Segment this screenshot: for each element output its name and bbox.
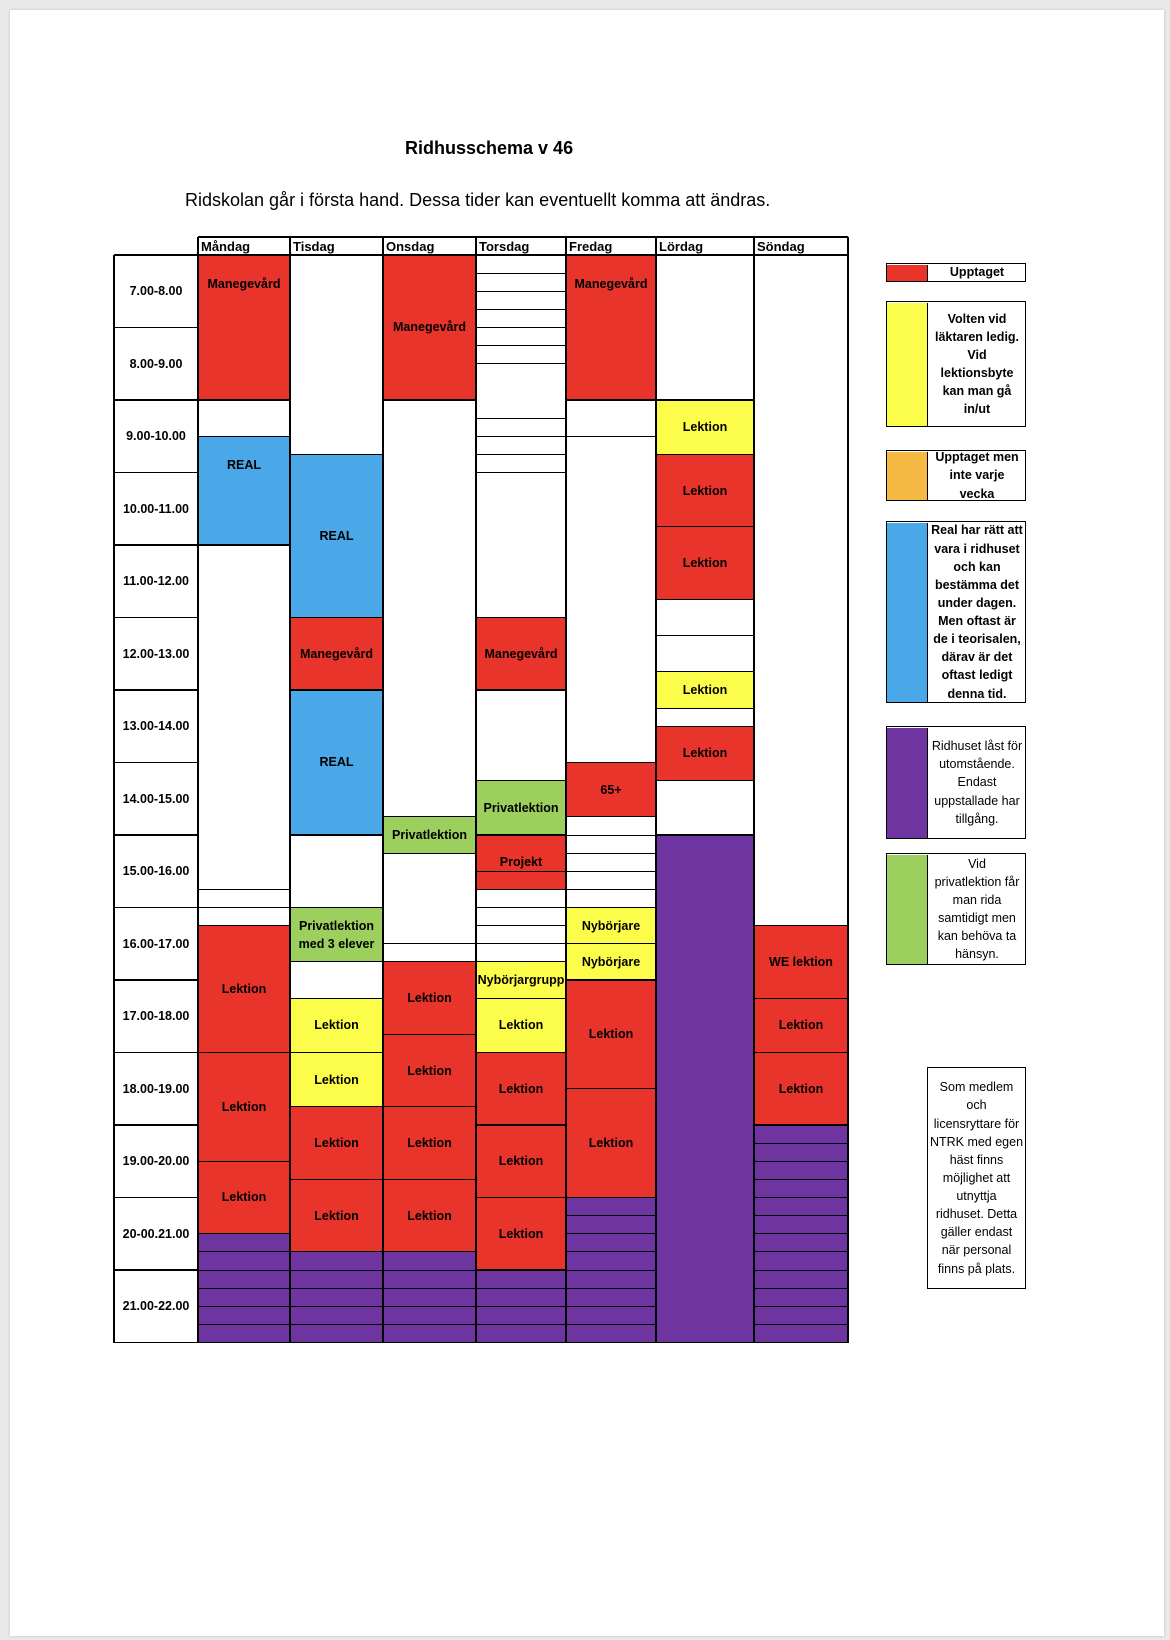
grid-line bbox=[198, 1251, 290, 1252]
grid-line bbox=[754, 1270, 848, 1271]
booking-block bbox=[290, 454, 383, 617]
booking-block bbox=[566, 1089, 656, 1198]
grid-line bbox=[476, 998, 566, 999]
booking-block bbox=[566, 980, 656, 1089]
booking-block bbox=[383, 817, 476, 853]
legend-text: Upptaget bbox=[949, 265, 1005, 280]
grid-line bbox=[114, 834, 198, 835]
grid-line bbox=[566, 1288, 656, 1289]
grid-line bbox=[656, 399, 754, 400]
time-slot-label: 8.00-9.00 bbox=[129, 356, 183, 371]
grid-line bbox=[290, 961, 383, 962]
time-slot-label: 10.00-11.00 bbox=[122, 501, 190, 516]
time-slot-label: 21.00-22.00 bbox=[122, 1299, 190, 1314]
grid-line bbox=[754, 1161, 848, 1162]
time-slot-label: 17.00-18.00 bbox=[122, 1009, 190, 1024]
booking-block bbox=[754, 1053, 848, 1126]
grid-line bbox=[476, 961, 566, 962]
grid-line bbox=[197, 237, 198, 1343]
grid-line bbox=[114, 1342, 848, 1343]
time-slot-label: 7.00-8.00 bbox=[129, 284, 183, 299]
grid-line bbox=[383, 1270, 476, 1271]
grid-line bbox=[754, 1052, 848, 1053]
grid-line bbox=[290, 1306, 383, 1307]
time-slot-label: 16.00-17.00 bbox=[122, 936, 190, 951]
legend-color-swatch bbox=[887, 452, 928, 500]
time-slot-label: 19.00-20.00 bbox=[122, 1154, 190, 1169]
grid-line bbox=[476, 1324, 566, 1325]
grid-line bbox=[383, 943, 476, 944]
day-header: Tisdag bbox=[293, 239, 335, 254]
booking-block bbox=[566, 255, 656, 400]
grid-line bbox=[198, 1324, 290, 1325]
grid-line bbox=[565, 237, 566, 1343]
grid-line bbox=[198, 1288, 290, 1289]
grid-line bbox=[754, 1306, 848, 1307]
booking-block bbox=[476, 618, 566, 691]
booking-label: Lektion bbox=[407, 991, 452, 1006]
booking-label: Privatlektion bbox=[483, 800, 559, 815]
booking-label: Manegevård bbox=[300, 646, 373, 661]
grid-line bbox=[566, 1233, 656, 1234]
time-slot-label: 20-00.21.00 bbox=[122, 1226, 190, 1241]
booking-label: Lektion bbox=[682, 556, 728, 571]
grid-line bbox=[383, 853, 476, 854]
booking-label: WE lektion bbox=[769, 954, 833, 969]
booking-block bbox=[476, 835, 566, 889]
booking-label: Lektion bbox=[221, 982, 267, 996]
time-slot-label: 18.00-19.00 bbox=[122, 1081, 190, 1096]
booking-block bbox=[198, 1161, 290, 1234]
booking-label: REAL bbox=[319, 755, 354, 770]
booking-block bbox=[566, 944, 656, 980]
grid-line bbox=[198, 889, 290, 890]
booking-label: Lektion bbox=[407, 1208, 452, 1223]
booking-block bbox=[383, 1107, 476, 1180]
grid-line bbox=[476, 472, 566, 473]
booking-block bbox=[656, 400, 754, 454]
booking-block bbox=[290, 908, 383, 962]
grid-line bbox=[656, 635, 754, 636]
grid-line bbox=[754, 1124, 848, 1125]
booking-label: Lektion bbox=[314, 1136, 359, 1151]
grid-line bbox=[198, 1161, 290, 1162]
grid-line bbox=[290, 907, 383, 908]
grid-line bbox=[566, 1270, 656, 1271]
booking-block bbox=[383, 255, 476, 400]
grid-line bbox=[383, 1288, 476, 1289]
grid-line bbox=[198, 436, 290, 437]
day-header: Onsdag bbox=[386, 239, 435, 254]
booking-label: Nybörjare bbox=[581, 918, 641, 933]
booking-label: Lektion bbox=[221, 1099, 267, 1114]
booking-label: Lektion bbox=[682, 420, 728, 435]
grid-line bbox=[198, 1270, 290, 1271]
time-slot-label: 13.00-14.00 bbox=[122, 719, 190, 734]
grid-line bbox=[383, 961, 476, 962]
grid-line bbox=[476, 1052, 566, 1053]
grid-line bbox=[383, 1324, 476, 1325]
booking-label: REAL bbox=[226, 458, 262, 473]
time-slot-label: 14.00-15.00 bbox=[122, 791, 190, 806]
booking-label: Projekt bbox=[499, 855, 543, 870]
grid-line bbox=[383, 1034, 476, 1035]
booking-block bbox=[290, 1107, 383, 1180]
legend-text: Upptaget men inte varje vecka bbox=[935, 450, 1019, 501]
grid-line bbox=[754, 998, 848, 999]
grid-line bbox=[383, 1106, 476, 1107]
booking-block bbox=[476, 1198, 566, 1271]
grid-line bbox=[476, 1197, 566, 1198]
grid-line bbox=[114, 254, 848, 255]
grid-line bbox=[114, 399, 198, 400]
locked-block bbox=[290, 1252, 383, 1343]
grid-line bbox=[656, 708, 754, 709]
grid-line bbox=[656, 671, 754, 672]
grid-line bbox=[566, 853, 656, 854]
grid-line bbox=[290, 1052, 383, 1053]
grid-line bbox=[476, 1306, 566, 1307]
booking-block bbox=[290, 998, 383, 1052]
day-header: Fredag bbox=[569, 239, 613, 254]
booking-label: Lektion bbox=[682, 682, 728, 697]
grid-line bbox=[566, 1306, 656, 1307]
grid-line bbox=[566, 889, 656, 890]
grid-line bbox=[754, 1233, 848, 1234]
grid-line bbox=[753, 237, 754, 1343]
booking-label: Nybörjare bbox=[581, 954, 641, 969]
grid-line bbox=[383, 1306, 476, 1307]
grid-line bbox=[290, 617, 383, 618]
booking-block bbox=[383, 1179, 476, 1252]
booking-block bbox=[476, 998, 566, 1052]
booking-label: Manegevård bbox=[574, 277, 648, 291]
grid-line bbox=[290, 689, 383, 690]
booking-label: Privatlektion med 3 elever bbox=[298, 918, 375, 951]
day-header: Söndag bbox=[757, 239, 805, 254]
grid-line bbox=[198, 907, 290, 908]
booking-label: Privatlektion bbox=[391, 827, 468, 842]
booking-label: REAL bbox=[319, 528, 354, 543]
booking-block bbox=[198, 1053, 290, 1162]
booking-block bbox=[290, 1053, 383, 1107]
grid-line bbox=[754, 1251, 848, 1252]
booking-block bbox=[476, 781, 566, 835]
grid-line bbox=[566, 1215, 656, 1216]
grid-line bbox=[476, 1124, 566, 1125]
booking-block bbox=[656, 527, 754, 600]
grid-line bbox=[476, 273, 566, 274]
grid-line bbox=[566, 835, 656, 836]
booking-label: Lektion bbox=[682, 483, 728, 498]
grid-line bbox=[566, 762, 656, 763]
time-slot-label: 9.00-10.00 bbox=[126, 429, 186, 444]
booking-label: Lektion bbox=[498, 1226, 544, 1241]
grid-line bbox=[566, 399, 656, 400]
grid-line bbox=[847, 237, 848, 1343]
grid-line bbox=[114, 689, 198, 690]
grid-line bbox=[383, 816, 476, 817]
schedule-page bbox=[10, 10, 1164, 1636]
grid-line bbox=[476, 925, 566, 926]
grid-line bbox=[383, 399, 476, 400]
grid-line bbox=[114, 762, 198, 763]
grid-line bbox=[566, 1088, 656, 1089]
day-header: Måndag bbox=[201, 239, 251, 254]
legend-text: Real har rätt att vara i ridhuset och kan bestämma det under dagen. Men oftast är de i teorisalen, därav är det oftast ledigt denna tid. bbox=[931, 523, 1023, 701]
booking-block bbox=[383, 962, 476, 1035]
grid-line bbox=[198, 925, 290, 926]
booking-block bbox=[290, 690, 383, 835]
grid-line bbox=[290, 998, 383, 999]
booking-block bbox=[476, 962, 566, 998]
booking-label: Lektion bbox=[314, 1072, 359, 1087]
grid-line bbox=[198, 1233, 290, 1234]
locked-block bbox=[383, 1252, 476, 1343]
page-title: Ridhusschema v 46 bbox=[405, 138, 574, 158]
grid-line bbox=[114, 544, 198, 545]
booking-block bbox=[290, 618, 383, 691]
grid-line bbox=[656, 454, 754, 455]
grid-line bbox=[476, 871, 566, 872]
grid-line bbox=[476, 889, 566, 890]
grid-line bbox=[383, 1251, 476, 1252]
grid-line bbox=[656, 726, 754, 727]
grid-line bbox=[476, 617, 566, 618]
booking-label: Lektion bbox=[314, 1018, 359, 1033]
grid-line bbox=[476, 907, 566, 908]
grid-line bbox=[566, 1324, 656, 1325]
grid-line bbox=[476, 363, 566, 364]
grid-line bbox=[290, 1251, 383, 1252]
grid-line bbox=[289, 237, 290, 1343]
grid-line bbox=[476, 418, 566, 419]
grid-line bbox=[114, 617, 198, 618]
grid-line bbox=[198, 399, 290, 400]
grid-line bbox=[290, 1106, 383, 1107]
booking-block bbox=[656, 672, 754, 708]
grid-line bbox=[290, 1324, 383, 1325]
grid-line bbox=[290, 1288, 383, 1289]
grid-line bbox=[290, 454, 383, 455]
legend-text: Ridhuset låst för utomstående. Endast uppstallade har tillgång. bbox=[931, 739, 1023, 826]
grid-line bbox=[198, 544, 290, 545]
grid-line bbox=[656, 834, 754, 835]
grid-line bbox=[382, 237, 383, 1343]
grid-line bbox=[383, 1179, 476, 1180]
grid-line bbox=[475, 237, 476, 1343]
grid-line bbox=[476, 454, 566, 455]
grid-line bbox=[566, 1197, 656, 1198]
grid-line bbox=[566, 979, 656, 980]
grid-line bbox=[476, 689, 566, 690]
grid-line bbox=[476, 780, 566, 781]
grid-line bbox=[476, 834, 566, 835]
grid-line bbox=[476, 436, 566, 437]
booking-block bbox=[476, 1125, 566, 1198]
booking-block bbox=[198, 436, 290, 545]
page-subtitle: Ridskolan går i första hand. Dessa tider kan eventuellt komma att ändras. bbox=[185, 190, 771, 210]
grid-line bbox=[754, 1215, 848, 1216]
booking-label: Lektion bbox=[498, 1154, 544, 1169]
grid-line bbox=[566, 907, 656, 908]
booking-label: Lektion bbox=[407, 1063, 452, 1078]
booking-label: Lektion bbox=[221, 1190, 267, 1205]
booking-block bbox=[566, 763, 656, 817]
grid-line bbox=[754, 1288, 848, 1289]
booking-label: Lektion bbox=[407, 1136, 452, 1151]
booking-label: Manegevård bbox=[484, 646, 558, 661]
grid-line bbox=[114, 1269, 198, 1270]
day-header: Lördag bbox=[659, 239, 704, 254]
grid-line bbox=[754, 1324, 848, 1325]
booking-label: Lektion bbox=[682, 746, 728, 761]
legend-color-swatch bbox=[887, 728, 928, 838]
booking-label: Nybörjargrupp bbox=[477, 972, 565, 987]
legend-text: Volten vid läktaren ledig. Vid lektionsbyte kan man gå in/ut bbox=[934, 311, 1020, 417]
grid-line bbox=[566, 943, 656, 944]
legend-text: Vid privatlektion får man rida samtidigt men kan behöva ta hänsyn. bbox=[934, 856, 1020, 962]
grid-line bbox=[114, 472, 198, 473]
grid-line bbox=[114, 907, 198, 908]
schedule-grid bbox=[10, 10, 910, 1410]
grid-line bbox=[114, 979, 198, 980]
booking-block bbox=[566, 908, 656, 944]
booking-block bbox=[656, 454, 754, 527]
grid-line bbox=[655, 237, 656, 1343]
legend-color-swatch bbox=[887, 303, 928, 426]
time-slot-label: 15.00-16.00 bbox=[122, 864, 190, 879]
time-slot-label: 12.00-13.00 bbox=[122, 646, 190, 661]
grid-line bbox=[754, 1179, 848, 1180]
booking-block bbox=[476, 1053, 566, 1126]
booking-label: Manegevård bbox=[207, 277, 281, 291]
day-header: Torsdag bbox=[479, 239, 530, 254]
booking-label: Lektion bbox=[778, 1018, 824, 1033]
grid-line bbox=[476, 1288, 566, 1289]
legend-color-swatch bbox=[887, 855, 928, 964]
time-slot-label: 11.00-12.00 bbox=[122, 574, 190, 589]
booking-label: Lektion bbox=[778, 1081, 824, 1096]
booking-label: Lektion bbox=[498, 1081, 544, 1096]
grid-line bbox=[754, 1197, 848, 1198]
booking-label: Lektion bbox=[588, 1136, 634, 1151]
locked-block bbox=[656, 835, 754, 1343]
booking-label: Manegevård bbox=[393, 320, 466, 335]
legend-color-swatch bbox=[887, 265, 928, 281]
grid-line bbox=[114, 1052, 198, 1053]
booking-block bbox=[656, 726, 754, 780]
grid-line bbox=[656, 526, 754, 527]
booking-label: 65+ bbox=[600, 782, 622, 797]
membership-note: Som medlem och licensryttare för NTRK med egen häst finns möjlighet att utnyttja ridhuset. Detta gäller endast när personal finns på plats. bbox=[927, 1067, 1026, 1289]
grid-line bbox=[198, 1306, 290, 1307]
grid-line bbox=[566, 816, 656, 817]
grid-line bbox=[290, 1179, 383, 1180]
grid-line bbox=[754, 925, 848, 926]
booking-label: Lektion bbox=[314, 1208, 359, 1223]
grid-line bbox=[114, 327, 198, 328]
booking-block bbox=[754, 926, 848, 999]
grid-line bbox=[290, 834, 383, 835]
grid-line bbox=[476, 327, 566, 328]
booking-label: Lektion bbox=[588, 1027, 634, 1042]
grid-line bbox=[198, 1052, 290, 1053]
booking-block bbox=[290, 1179, 383, 1252]
legend-color-swatch bbox=[887, 523, 928, 702]
grid-line bbox=[476, 1269, 566, 1270]
grid-line bbox=[476, 291, 566, 292]
grid-line bbox=[476, 309, 566, 310]
grid-line bbox=[566, 871, 656, 872]
booking-block bbox=[383, 1034, 476, 1107]
booking-block bbox=[198, 255, 290, 400]
booking-block bbox=[198, 926, 290, 1053]
grid-line bbox=[476, 943, 566, 944]
grid-line bbox=[114, 1124, 198, 1125]
grid-line bbox=[656, 780, 754, 781]
booking-label: Lektion bbox=[498, 1018, 544, 1033]
grid-line bbox=[566, 1251, 656, 1252]
grid-line bbox=[656, 599, 754, 600]
booking-block bbox=[754, 998, 848, 1052]
grid-line bbox=[198, 236, 848, 237]
grid-line bbox=[114, 1197, 198, 1198]
grid-line bbox=[754, 1143, 848, 1144]
grid-line bbox=[566, 436, 656, 437]
grid-line bbox=[290, 1270, 383, 1271]
grid-line bbox=[476, 345, 566, 346]
